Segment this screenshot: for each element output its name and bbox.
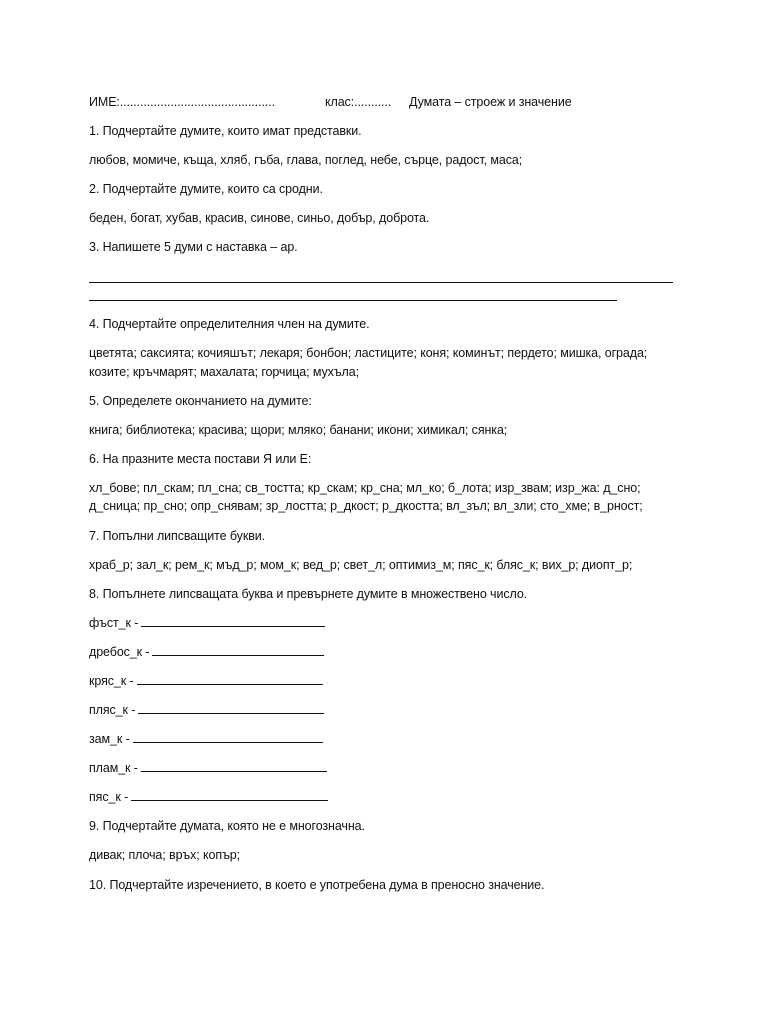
q8-item	[89, 702, 324, 718]
worksheet-title: Думата – строеж и значение	[409, 95, 572, 109]
q8-answer-blank[interactable]	[137, 673, 323, 685]
q5-prompt: 5. Определете окончанието на думите:	[89, 394, 312, 408]
q8-answer-blank[interactable]	[133, 731, 323, 743]
q6-prompt: 6. На празните места постави Я или Е:	[89, 452, 312, 466]
q8-item-word: пляс_к -	[89, 703, 136, 717]
q6-words-line-1: хл_бове; пл_скам; пл_сна; св_тостта; кр_скам; кр_сна; мл_ко; б_лота; изр_звам; изр_жа: д_сно;	[89, 481, 641, 495]
answer-line-1[interactable]	[89, 282, 673, 283]
q5-words: книга; библиотека; красива; щори; мляко; банани; икони; химикал; сянка;	[89, 423, 508, 437]
q8-item	[89, 615, 325, 631]
q8-item-word: кряс_к -	[89, 674, 134, 688]
q2-words: беден, богат, хубав, красив, синове, синьо, добър, доброта.	[89, 211, 430, 225]
q6-words-line-2: д_сница; пр_сно; опр_снявам; зр_лостта; р_дкост; р_дкостта; вл_зъл; вл_зли; сто_хме; в_рност;	[89, 499, 643, 513]
q8-item	[89, 789, 328, 805]
q8-item	[89, 673, 323, 689]
q8-item	[89, 731, 323, 747]
q8-answer-blank[interactable]	[152, 644, 324, 656]
q8-item-word: пяс_к -	[89, 790, 129, 804]
q8-answer-blank[interactable]	[141, 760, 327, 772]
q10-prompt: 10. Подчертайте изречението, в което е употребена дума в преносно значение.	[89, 878, 545, 892]
q7-words: храб_р; зал_к; рем_к; мъд_р; мом_к; вед_р; свет_л; оптимиз_м; пяс_к; бляс_к; вих_р; диопт_р;	[89, 558, 633, 572]
q8-prompt: 8. Попълнете липсващата буква и превърнете думите в множествено число.	[89, 587, 528, 601]
q8-item	[89, 644, 324, 660]
q8-item-word: фъст_к -	[89, 616, 139, 630]
q8-item-word: дребос_к -	[89, 645, 150, 659]
q8-item-word: зам_к -	[89, 732, 130, 746]
q8-answer-blank[interactable]	[138, 702, 324, 714]
q4-words-line-2: козите; кръчмарят; махалата; горчица; мухъла;	[89, 365, 359, 379]
name-label: ИМЕ:..............................................	[89, 95, 275, 109]
q4-prompt: 4. Подчертайте определителния член на думите.	[89, 317, 370, 331]
class-label: клас:...........	[325, 95, 392, 109]
header-row	[89, 94, 689, 110]
q4-words-line-1: цветята; саксията; кочияшът; лекаря; бонбон; ластиците; коня; коминът; пердето; мишка, ограда;	[89, 346, 648, 360]
q9-words: дивак; плоча; връх; копър;	[89, 848, 241, 862]
answer-line-2[interactable]	[89, 300, 617, 301]
q8-item-word: плам_к -	[89, 761, 138, 775]
q3-prompt: 3. Напишете 5 думи с наставка – ар.	[89, 240, 298, 254]
q9-prompt: 9. Подчертайте думата, която не е многозначна.	[89, 819, 365, 833]
q8-answer-blank[interactable]	[141, 615, 325, 627]
q7-prompt: 7. Попълни липсващите букви.	[89, 529, 265, 543]
q1-words: любов, момиче, къща, хляб, гъба, глава, поглед, небе, сърце, радост, маса;	[89, 153, 523, 167]
q8-item	[89, 760, 327, 776]
q1-prompt: 1. Подчертайте думите, които имат представки.	[89, 124, 362, 138]
q2-prompt: 2. Подчертайте думите, които са сродни.	[89, 182, 323, 196]
q8-answer-blank[interactable]	[131, 789, 328, 801]
